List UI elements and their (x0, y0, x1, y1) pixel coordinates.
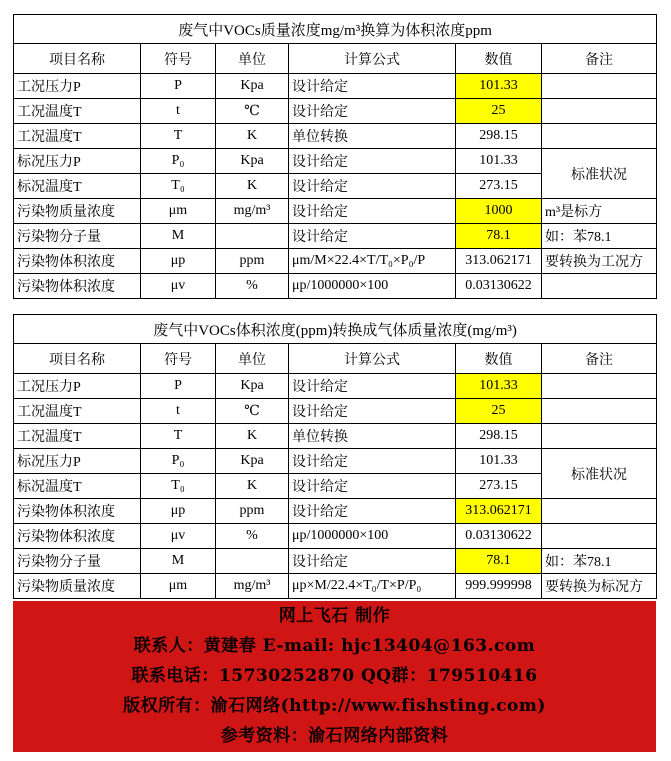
cell-formula[interactable]: 设计给定 (289, 74, 456, 99)
cell-formula[interactable]: 设计给定 (289, 99, 456, 124)
table-row (14, 249, 657, 274)
cell-unit[interactable] (216, 224, 289, 249)
cell-formula[interactable]: 设计给定 (289, 374, 456, 399)
header-formula: 计算公式 (289, 344, 456, 374)
table-row (14, 549, 657, 574)
cell-name[interactable]: 工况温度T (14, 424, 141, 449)
input-cell-value[interactable]: 78.1 (456, 224, 542, 249)
cell-symbol[interactable]: μm (141, 574, 216, 599)
cell-remark[interactable] (542, 74, 657, 99)
credits-banner (13, 601, 656, 752)
cell-remark[interactable]: 要转换为工况方 (542, 249, 657, 274)
cell-unit[interactable] (216, 549, 289, 574)
cell-value[interactable]: 999.999998 (456, 574, 542, 599)
header-symbol: 符号 (141, 344, 216, 374)
cell-unit[interactable]: K (216, 174, 289, 199)
cell-value[interactable]: 298.15 (456, 424, 542, 449)
cell-formula[interactable]: 设计给定 (289, 399, 456, 424)
cell-symbol[interactable]: T₀ (141, 474, 216, 499)
cell-name[interactable]: 污染物质量浓度 (14, 199, 141, 224)
cell-formula[interactable]: μp×M/22.4×T₀/T×P/P₀ (289, 574, 456, 599)
cell-value[interactable]: 101.33 (456, 449, 542, 474)
cell-name[interactable]: 污染物质量浓度 (14, 574, 141, 599)
cell-unit[interactable]: ℃ (216, 99, 289, 124)
cell-formula[interactable]: μp/1000000×100 (289, 524, 456, 549)
table-row (14, 399, 657, 424)
cell-remark[interactable] (542, 424, 657, 449)
header-item-name: 项目名称 (14, 344, 141, 374)
header-symbol: 符号 (141, 44, 216, 74)
header-value: 数值 (456, 344, 542, 374)
cell-unit[interactable]: mg/m³ (216, 199, 289, 224)
cell-symbol[interactable]: T₀ (141, 174, 216, 199)
cell-remark[interactable] (542, 499, 657, 524)
cell-unit[interactable]: % (216, 274, 289, 299)
table-row (14, 524, 657, 549)
credits-phone: 联系电话：15730252870 QQ群：179510416 (131, 666, 538, 686)
cell-name[interactable]: 工况压力P (14, 74, 141, 99)
cell-symbol[interactable]: P (141, 74, 216, 99)
table-row (14, 199, 657, 224)
cell-formula[interactable]: 设计给定 (289, 474, 456, 499)
cell-value[interactable]: 298.15 (456, 124, 542, 149)
credits-contact: 联系人：黄建春 E-mail: hjc13404@163.com (133, 636, 536, 656)
cell-name[interactable]: 污染物分子量 (14, 549, 141, 574)
cell-symbol[interactable]: μp (141, 249, 216, 274)
cell-symbol[interactable]: M (141, 224, 216, 249)
cell-formula[interactable]: 设计给定 (289, 549, 456, 574)
cell-name[interactable]: 污染物分子量 (14, 224, 141, 249)
header-unit: 单位 (216, 344, 289, 374)
table-row (14, 499, 657, 524)
cell-remark[interactable] (542, 274, 657, 299)
cell-name[interactable]: 工况温度T (14, 99, 141, 124)
cell-value[interactable]: 0.03130622 (456, 274, 542, 299)
cell-unit[interactable]: K (216, 424, 289, 449)
cell-unit[interactable]: Kpa (216, 74, 289, 99)
cell-value[interactable]: 101.33 (456, 149, 542, 174)
cell-remark[interactable] (542, 99, 657, 124)
cell-name[interactable]: 污染物体积浓度 (14, 249, 141, 274)
cell-formula[interactable]: 单位转换 (289, 124, 456, 149)
cell-value[interactable]: 313.062171 (456, 249, 542, 274)
cell-remark[interactable] (542, 399, 657, 424)
header-item-name: 项目名称 (14, 44, 141, 74)
cell-name[interactable]: 标况温度T (14, 474, 141, 499)
cell-unit[interactable]: % (216, 524, 289, 549)
cell-remark[interactable]: m³是标方 (542, 199, 657, 224)
table-row (14, 74, 657, 99)
cell-formula[interactable]: μm/M×22.4×T/T₀×P₀/P (289, 249, 456, 274)
cell-name[interactable]: 污染物体积浓度 (14, 499, 141, 524)
input-cell-value[interactable]: 25 (456, 399, 542, 424)
cell-name[interactable]: 工况温度T (14, 399, 141, 424)
cell-name[interactable]: 污染物体积浓度 (14, 274, 141, 299)
cell-remark[interactable] (542, 524, 657, 549)
credits-author: 网上飞石 制作 (278, 606, 391, 626)
cell-name[interactable]: 标况压力P (14, 149, 141, 174)
cell-formula[interactable]: 设计给定 (289, 499, 456, 524)
cell-formula[interactable]: 设计给定 (289, 174, 456, 199)
header-value: 数值 (456, 44, 542, 74)
cell-name[interactable]: 标况温度T (14, 174, 141, 199)
cell-unit[interactable]: K (216, 124, 289, 149)
cell-symbol[interactable]: μm (141, 199, 216, 224)
cell-symbol[interactable]: t (141, 99, 216, 124)
cell-name[interactable]: 污染物体积浓度 (14, 524, 141, 549)
cell-value[interactable]: 273.15 (456, 174, 542, 199)
cell-symbol[interactable]: P₀ (141, 449, 216, 474)
table-row (14, 274, 657, 299)
input-cell-value[interactable]: 313.062171 (456, 499, 542, 524)
cell-remark-merged[interactable]: 标准状况 (542, 149, 657, 199)
cell-formula[interactable]: 设计给定 (289, 199, 456, 224)
cell-formula[interactable]: 设计给定 (289, 449, 456, 474)
cell-symbol[interactable]: T (141, 424, 216, 449)
cell-remark[interactable]: 如：苯78.1 (542, 549, 657, 574)
conversion-table-mass-to-volume (13, 14, 657, 299)
cell-symbol[interactable]: μv (141, 274, 216, 299)
input-cell-value[interactable]: 101.33 (456, 74, 542, 99)
table-row (14, 449, 657, 474)
cell-remark[interactable]: 如：苯78.1 (542, 224, 657, 249)
cell-formula[interactable]: 设计给定 (289, 224, 456, 249)
cell-unit[interactable]: Kpa (216, 449, 289, 474)
cell-unit[interactable]: Kpa (216, 149, 289, 174)
cell-unit[interactable]: ℃ (216, 399, 289, 424)
input-cell-value[interactable]: 25 (456, 99, 542, 124)
input-cell-value[interactable]: 1000 (456, 199, 542, 224)
header-formula: 计算公式 (289, 44, 456, 74)
cell-unit[interactable]: ppm (216, 499, 289, 524)
table-row (14, 574, 657, 599)
header-remark: 备注 (542, 44, 657, 74)
cell-value[interactable]: 0.03130622 (456, 524, 542, 549)
conversion-table-volume-to-mass (13, 314, 657, 599)
table-row (14, 99, 657, 124)
cell-symbol[interactable]: t (141, 399, 216, 424)
cell-unit[interactable]: Kpa (216, 374, 289, 399)
table-row (14, 224, 657, 249)
table-row (14, 374, 657, 399)
credits-copyright: 版权所有：渝石网络(http://www.fishsting.com) (123, 696, 546, 716)
table-row (14, 424, 657, 449)
cell-symbol[interactable]: M (141, 549, 216, 574)
cell-name[interactable]: 标况压力P (14, 449, 141, 474)
cell-remark[interactable] (542, 374, 657, 399)
cell-formula[interactable]: 单位转换 (289, 424, 456, 449)
table-title: 废气中VOCs质量浓度mg/m³换算为体积浓度ppm (14, 15, 657, 44)
cell-remark[interactable]: 要转换为标况方 (542, 574, 657, 599)
table-row (14, 124, 657, 149)
input-cell-value[interactable]: 101.33 (456, 374, 542, 399)
table-title: 废气中VOCs体积浓度(ppm)转换成气体质量浓度(mg/m³) (14, 315, 657, 344)
cell-remark-merged[interactable]: 标准状况 (542, 449, 657, 499)
cell-unit[interactable]: K (216, 474, 289, 499)
cell-symbol[interactable]: μp (141, 499, 216, 524)
cell-remark[interactable] (542, 124, 657, 149)
input-cell-value[interactable]: 78.1 (456, 549, 542, 574)
header-unit: 单位 (216, 44, 289, 74)
cell-formula[interactable]: 设计给定 (289, 149, 456, 174)
cell-unit[interactable]: mg/m³ (216, 574, 289, 599)
table-row (14, 149, 657, 174)
cell-unit[interactable]: ppm (216, 249, 289, 274)
cell-formula[interactable]: μp/1000000×100 (289, 274, 456, 299)
cell-symbol[interactable]: T (141, 124, 216, 149)
cell-symbol[interactable]: P (141, 374, 216, 399)
header-remark: 备注 (542, 344, 657, 374)
cell-value[interactable]: 273.15 (456, 474, 542, 499)
cell-symbol[interactable]: μv (141, 524, 216, 549)
credits-reference: 参考资料：渝石网络内部资料 (220, 726, 449, 746)
cell-symbol[interactable]: P₀ (141, 149, 216, 174)
cell-name[interactable]: 工况压力P (14, 374, 141, 399)
cell-name[interactable]: 工况温度T (14, 124, 141, 149)
